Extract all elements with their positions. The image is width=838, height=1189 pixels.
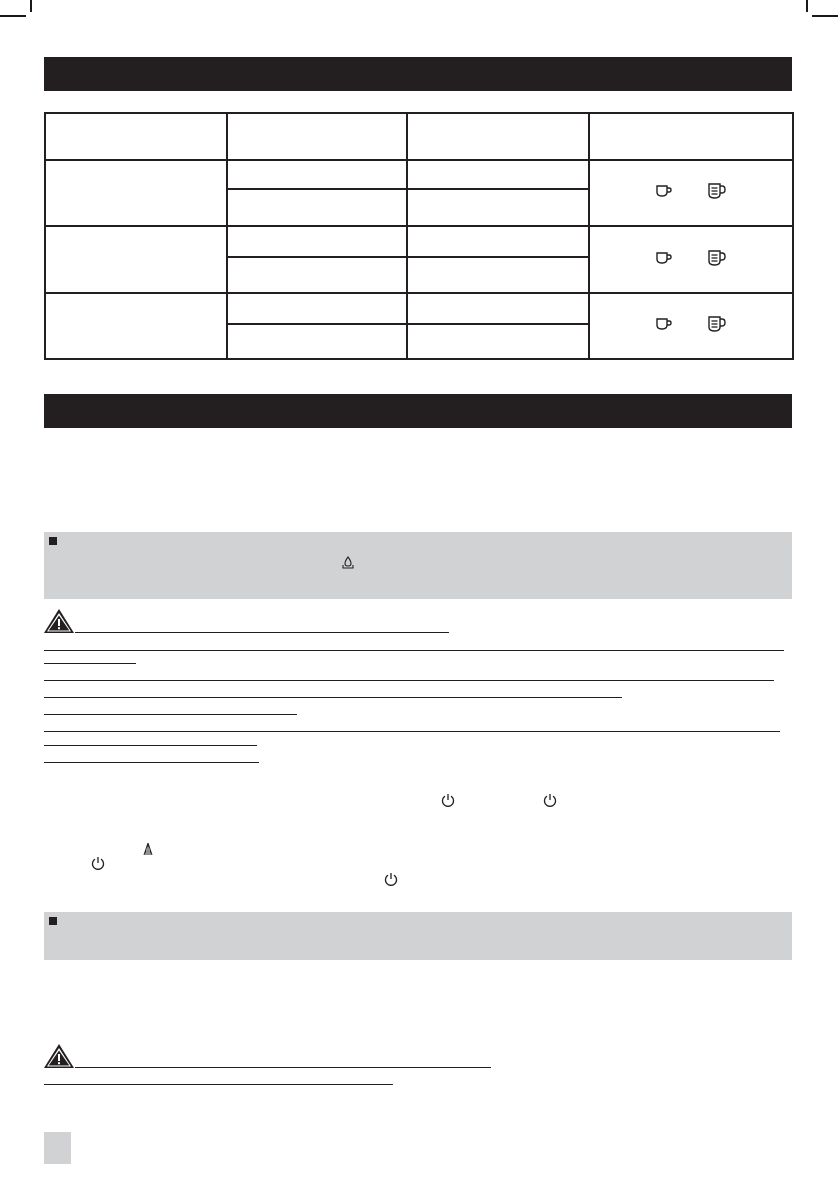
- warning-text-line: [44, 1084, 393, 1085]
- warning-text-line: [44, 714, 297, 715]
- table-icons-cell: [589, 160, 793, 226]
- note-bullet-square: [49, 917, 57, 925]
- cut-mark-top-left-v: [30, 0, 32, 12]
- page-number-box: [44, 1132, 71, 1164]
- warning-text-line: [44, 663, 136, 664]
- table-icons-cell: [589, 226, 793, 293]
- table-group-label: [45, 160, 227, 226]
- cut-mark-top-left-h: [0, 15, 26, 17]
- table-header-cell: [227, 113, 407, 160]
- warning-text-line: [44, 680, 774, 681]
- table-group-label: [45, 293, 227, 359]
- water-drop-icon: [342, 556, 354, 569]
- table-cell: [407, 160, 589, 189]
- table-cell: [407, 257, 589, 293]
- table-cell: [227, 324, 407, 359]
- warning-text-line: [44, 650, 784, 651]
- table-row: [45, 160, 793, 189]
- mug-icon: [708, 316, 726, 332]
- steam-icon: [142, 842, 154, 856]
- section-1-banner: [44, 57, 792, 91]
- power-icon: [543, 793, 557, 807]
- warning-2-heading-rule: [75, 1067, 491, 1068]
- table-cell: [227, 189, 407, 226]
- power-icon: [91, 856, 105, 870]
- mug-icon: [708, 183, 726, 199]
- table-cell: [407, 226, 589, 257]
- table-row: [45, 293, 793, 324]
- note-bullet-square: [49, 537, 57, 545]
- warning-text-line: [44, 762, 259, 763]
- settings-table: [44, 112, 794, 360]
- table-cell: [227, 257, 407, 293]
- note-box-2: [44, 912, 792, 960]
- table-cell: [227, 160, 407, 189]
- table-icons-cell: [589, 293, 793, 359]
- warning-text-line: [44, 731, 780, 732]
- table-cell: [407, 324, 589, 359]
- table-cell: [227, 293, 407, 324]
- table-group-label: [45, 226, 227, 293]
- power-icon: [384, 872, 398, 886]
- table-cell: [227, 226, 407, 257]
- warning-text-line: [44, 697, 622, 698]
- table-cell: [407, 189, 589, 226]
- table-header-cell: [45, 113, 227, 160]
- table-row: [45, 226, 793, 257]
- section-2-banner: [44, 394, 792, 428]
- mug-icon: [708, 250, 726, 266]
- table-cell: [407, 293, 589, 324]
- cup-icon: [656, 184, 672, 198]
- warning-1-heading-rule: [75, 632, 449, 633]
- table-header-cell: [407, 113, 589, 160]
- warning-triangle-icon: [43, 1043, 75, 1069]
- cut-mark-top-right-v: [806, 0, 808, 12]
- warning-triangle-icon: [43, 608, 75, 634]
- table-header-cell: [589, 113, 793, 160]
- cup-icon: [656, 317, 672, 331]
- warning-text-line: [44, 745, 257, 746]
- cup-icon: [656, 251, 672, 265]
- note-box-1: [44, 532, 792, 599]
- table-header-row: [45, 113, 793, 160]
- power-icon: [441, 793, 455, 807]
- cut-mark-top-right-h: [812, 15, 838, 17]
